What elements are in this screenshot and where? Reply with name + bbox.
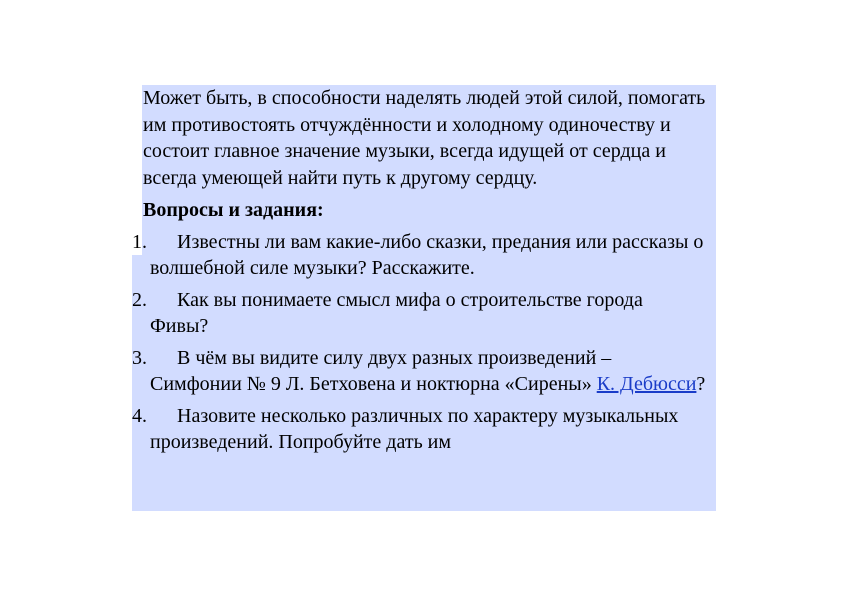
list-item [132, 287, 716, 340]
list-item-text: Известны ли вам какие-либо сказки, предания или рассказы о волшебной силе музыки? Расскажите. [150, 230, 704, 279]
debussy-link[interactable]: К. Дебюсси [596, 373, 697, 395]
list-item-number: 3. [132, 346, 147, 369]
list-item-number: 4. [132, 404, 147, 427]
list-item [132, 229, 716, 282]
list-item-text [150, 345, 716, 398]
list-item-text-end: ? [696, 373, 706, 395]
content [132, 85, 716, 456]
list-item-text-start: В чём вы видите силу двух разных произведений – Симфонии № 9 Л. Бетховена и ноктюрна «Сирены» [150, 346, 612, 395]
questions-list [132, 229, 716, 456]
list-item [132, 345, 716, 398]
text-block [132, 85, 716, 511]
questions-heading: Вопросы и задания: [143, 199, 324, 221]
list-item-text: Назовите несколько различных по характеру музыкальных произведений. Попробуйте дать им [150, 404, 679, 453]
intro-paragraph: Может быть, в способности наделять людей этой силой, помогать им противостоять отчуждённости и холодному одиночеству и состоит главное значение музыки, всегда идущей от сердца и всегда умеющей найти путь к другому сердцу. [143, 87, 706, 189]
list-item-text: Как вы понимаете смысл мифа о строительстве города Фивы? [150, 288, 643, 337]
list-item-number: 2. [132, 288, 147, 311]
list-item-number: 1. [132, 230, 147, 253]
list-item [132, 403, 716, 456]
